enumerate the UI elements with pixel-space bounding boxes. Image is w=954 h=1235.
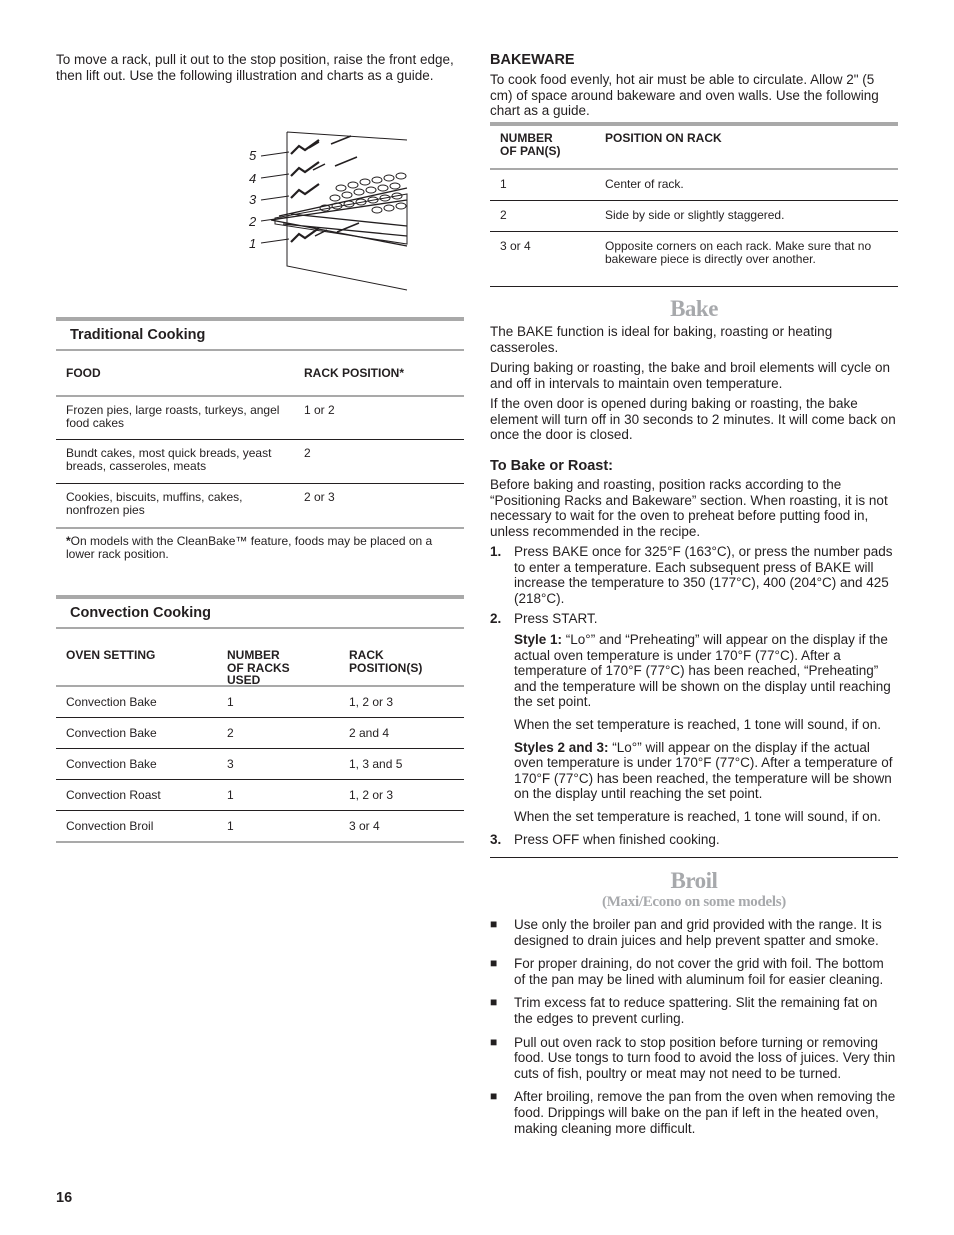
tone-text: When the set temperature is reached, 1 tone will sound, if on. <box>514 716 881 732</box>
oven-rack-diagram <box>191 128 411 293</box>
tone-note-2 <box>490 809 898 825</box>
table-row <box>56 687 464 717</box>
page-number: 16 <box>56 1190 73 1206</box>
list-item <box>490 832 898 848</box>
bullet-text: Use only the broiler pan and grid provided with the range. It is designed to drain juices and help prevent spatter and smoke. <box>514 917 882 948</box>
bullet-icon: ■ <box>490 1034 498 1049</box>
bakeware-header-row <box>490 126 898 168</box>
table-row <box>56 718 464 748</box>
traditional-cooking-table <box>56 317 464 561</box>
convection-header-row <box>56 629 464 685</box>
table-row <box>56 484 464 527</box>
table-row <box>56 440 464 483</box>
oven-rack-illustration <box>191 128 411 293</box>
styles-2-3-text: “Lo°” will appear on the display if the actual oven temperature is under 170°F (77°C). After a temperature of 170°F (77°C) has been reached, the temperature will be shown on the display until reaching the set point. <box>514 739 893 802</box>
pans-cell: 3 or 4 <box>500 239 531 253</box>
style-1-note <box>490 632 898 710</box>
table-row <box>490 170 898 200</box>
bake-section-title: Bake <box>670 296 718 321</box>
position-cell: 1, 2 or 3 <box>349 694 394 709</box>
bake-paragraph-4: Before baking and roasting, position racks according to the “Positioning Racks and Bakeware” section. When roasting, it is not necessary to wait for the oven to preheat before putting food in, unless recommended in the recipe. <box>490 477 888 539</box>
setting-cell: Convection Broil <box>66 818 154 833</box>
pans-cell: 1 <box>500 177 507 191</box>
footnote-text: On models with the CleanBake™ feature, foods may be placed on a lower rack position. <box>66 534 433 561</box>
rack-number-5: 5 <box>249 148 257 163</box>
header-racks-used: NUMBER OF RACKS USED <box>227 648 290 687</box>
style-1-label: Style 1: <box>514 631 563 647</box>
styles-2-3-note <box>490 740 898 802</box>
list-item <box>490 1089 898 1136</box>
position-cell: Center of rack. <box>605 177 684 191</box>
tone-text: When the set temperature is reached, 1 tone will sound, if on. <box>514 808 881 824</box>
table-row <box>490 232 898 286</box>
tone-note-1 <box>490 717 898 733</box>
step-text: Press BAKE once for 325°F (163°C), or press the number pads to enter a temperature. Each subsequent press of BAKE will increase the temperature to 350 (177°C), 400 (204°C) and 425 (218°C). <box>514 544 893 606</box>
rack-number-3: 3 <box>249 192 257 207</box>
setting-cell: Convection Bake <box>66 694 157 709</box>
styles-2-3-label: Styles 2 and 3: <box>514 739 609 755</box>
bullet-text: Trim excess fat to reduce spattering. Slit the remaining fat on the edges to prevent curling. <box>514 995 878 1026</box>
traditional-cooking-title: Traditional Cooking <box>70 327 206 343</box>
rack-number-4: 4 <box>249 171 257 186</box>
food-cell: Frozen pies, large roasts, turkeys, angel food cakes <box>66 403 280 430</box>
bake-paragraph-3: If the oven door is opened during baking or roasting, the bake element will turn off in 30 seconds to 2 minutes. It will come back on once the door is closed. <box>490 396 896 443</box>
bake-steps <box>490 544 898 847</box>
position-cell: 2 and 4 <box>349 725 390 740</box>
racks-cell: 1 <box>227 818 234 833</box>
bullet-text: After broiling, remove the pan from the oven when removing the food. Drippings will bake on the pan if left in the heated oven, making cleaning more difficult. <box>514 1089 896 1136</box>
step-text: Press START. <box>514 611 598 627</box>
bakeware-heading: BAKEWARE <box>490 52 575 68</box>
bullet-text: Pull out oven rack to stop position before turning or removing food. Use tongs to turn food to avoid the loss of juices. Very thin cuts of fish, poultry or meat may not need to be turned. <box>514 1034 896 1081</box>
step-text: Press OFF when finished cooking. <box>514 831 720 847</box>
bullet-text: For proper draining, do not cover the grid with foil. The bottom of the pan may be lined with aluminum foil for easier cleaning. <box>514 956 884 987</box>
broil-section-title: Broil <box>670 868 718 893</box>
convection-cooking-table <box>56 595 464 843</box>
convection-cooking-title: Convection Cooking <box>70 605 211 621</box>
broil-subtitle: (Maxi/Econo on some models) <box>602 894 786 910</box>
list-item <box>490 544 898 606</box>
header-position-on-rack: POSITION ON RACK <box>605 131 722 145</box>
step-number: 3. <box>490 831 502 847</box>
bullet-icon: ■ <box>490 1089 498 1104</box>
style-1-text: “Lo°” and “Preheating” will appear on the display if the actual oven temperature is under 170°F (77°C). After a temperature of 170°F (77°C) has been reached, “Preheating” and the temperature will be shown on the display until reaching the set point. <box>514 631 891 710</box>
rack-number-2: 2 <box>249 214 257 229</box>
bake-paragraph-1: The BAKE function is ideal for baking, roasting or heating casseroles. <box>490 324 833 355</box>
rack-cell: 1 or 2 <box>304 403 335 417</box>
cleanbake-footnote <box>56 529 464 561</box>
list-item <box>490 956 898 987</box>
rack-cell: 2 or 3 <box>304 490 335 504</box>
step-number: 2. <box>490 611 502 627</box>
setting-cell: Convection Roast <box>66 787 161 802</box>
bullet-icon: ■ <box>490 956 498 971</box>
header-rack-position: RACK POSITION* <box>304 365 405 380</box>
list-item <box>490 611 898 627</box>
header-food: FOOD <box>66 365 101 380</box>
header-rack-positions: RACK POSITION(S) <box>349 648 423 675</box>
table-row <box>56 780 464 810</box>
racks-cell: 2 <box>227 725 234 740</box>
broil-bullet-list <box>490 917 898 1144</box>
setting-cell: Convection Bake <box>66 725 157 740</box>
traditional-header-row <box>56 351 464 395</box>
list-item <box>490 995 898 1026</box>
bakeware-table <box>490 122 898 287</box>
list-item <box>490 917 898 948</box>
bake-paragraph-2: During baking or roasting, the bake and broil elements will cycle on and off in intervals to maintain oven temperature. <box>490 360 890 391</box>
bakeware-text: To cook food evenly, hot air must be able to circulate. Allow 2" (5 cm) of space around bakeware and oven walls. Use the following chart as a guide. <box>490 72 879 119</box>
position-cell: 3 or 4 <box>349 818 380 833</box>
footnote-mark: * <box>66 534 71 548</box>
racks-cell: 1 <box>227 694 234 709</box>
position-cell: Side by side or slightly staggered. <box>605 208 785 222</box>
racks-cell: 1 <box>227 787 234 802</box>
step-number: 1. <box>490 544 502 559</box>
position-cell: Opposite corners on each rack. Make sure that no bakeware piece is directly over another. <box>605 239 872 266</box>
food-cell: Bundt cakes, most quick breads, yeast breads, casseroles, meats <box>66 446 272 473</box>
racks-cell: 3 <box>227 756 234 771</box>
rack-number-1: 1 <box>249 236 257 251</box>
position-cell: 1, 2 or 3 <box>349 787 394 802</box>
setting-cell: Convection Bake <box>66 756 157 771</box>
table-row <box>56 811 464 841</box>
bullet-icon: ■ <box>490 995 498 1010</box>
rack-cell: 2 <box>304 446 311 460</box>
header-number-of-pans: NUMBER OF PAN(S) <box>500 131 561 158</box>
to-bake-or-roast-heading: To Bake or Roast: <box>490 458 614 474</box>
section-divider <box>490 857 898 858</box>
table-row <box>490 201 898 231</box>
bullet-icon: ■ <box>490 917 498 931</box>
intro-text: To move a rack, pull it out to the stop position, raise the front edge, then lift out. Use the following illustration and charts as a guide. <box>56 52 454 83</box>
position-cell: 1, 3 and 5 <box>349 756 403 771</box>
table-row <box>56 749 464 779</box>
pans-cell: 2 <box>500 208 507 222</box>
table-row <box>56 397 464 439</box>
food-cell: Cookies, biscuits, muffins, cakes, nonfrozen pies <box>66 490 243 517</box>
list-item <box>490 1035 898 1082</box>
header-oven-setting: OVEN SETTING <box>66 648 156 662</box>
